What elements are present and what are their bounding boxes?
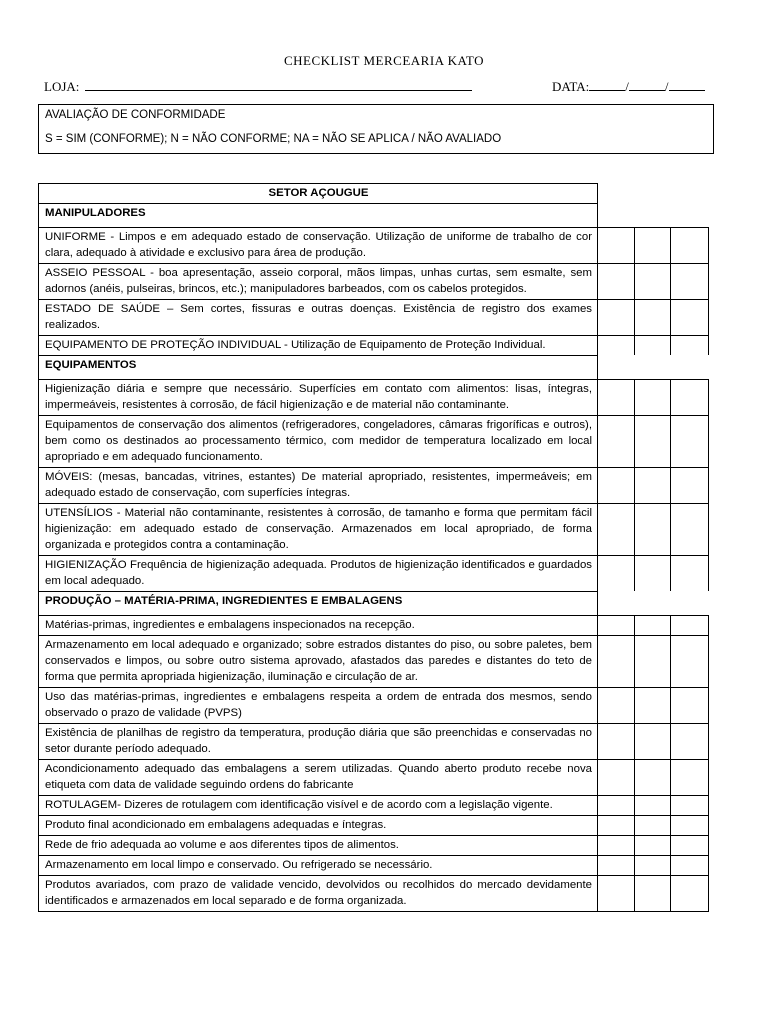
checklist-item [38,227,709,263]
answer-cell-s[interactable] [598,616,635,635]
checklist-item [38,835,709,855]
answer-cell-n[interactable] [635,688,672,723]
checklist-item-text: UNIFORME - Limpos e em adequado estado de conservação. Utilização de uniforme de trabalho de cor clara, adequado à atividade e exclusivo para área de produção. [39,228,598,263]
document-title: CHECKLIST MERCEARIA KATO [283,53,485,68]
checklist-item [38,299,709,335]
checklist-item [38,615,709,635]
answer-cell-s[interactable] [598,264,635,299]
checklist-item [38,795,709,815]
answer-cell-n[interactable] [635,468,672,503]
answer-cell-na[interactable] [671,796,709,815]
date-separator: / [625,79,629,94]
date-label: DATA: [552,79,590,94]
answer-cell-s[interactable] [598,336,635,355]
checklist-item [38,759,709,795]
answer-cell-n[interactable] [635,228,672,263]
answer-cell-na[interactable] [671,416,709,467]
answer-cell-s[interactable] [598,876,635,911]
checklist-item-text: Produtos avariados, com prazo de validade vencido, devolvidos ou recolhidos do mercado devidamente identificados e armazenados em local separado e de forma organizada. [39,876,598,911]
checklist-item [38,379,709,415]
date-year-blank [669,79,705,91]
answer-cell-s[interactable] [598,556,635,591]
answer-cell-na[interactable] [671,836,709,855]
answer-cell-n[interactable] [635,380,672,415]
checklist-item-text: Rede de frio adequada ao volume e aos diferentes tipos de alimentos. [39,836,598,855]
answer-cell-na[interactable] [671,336,709,355]
answer-cell-s[interactable] [598,688,635,723]
answer-cell-n[interactable] [635,876,672,911]
checklist-item [38,855,709,875]
answer-cell-n[interactable] [635,816,672,835]
answer-cell-s[interactable] [598,760,635,795]
checklist-item-text: Armazenamento em local limpo e conservado. Ou refrigerado se necessário. [39,856,598,875]
answer-cell-n[interactable] [635,836,672,855]
answer-cell-na[interactable] [671,616,709,635]
checklist-table [38,183,714,912]
date-month-blank [629,79,665,91]
answer-cell-n[interactable] [635,300,672,335]
conformity-legend-box [38,104,714,154]
date-field [552,79,705,95]
loja-blank-line [85,79,472,91]
checklist-item-text: Armazenamento em local adequado e organizado; sobre estrados distantes do piso, ou sobre paletes, bem conservados e limpos, ou sobre outro sistema aprovado, afastados das paredes e distantes do teto de forma que permita apropriada higienização, iluminação e circulação de ar. [39,636,598,687]
answer-cell-s[interactable] [598,504,635,555]
section-header [38,591,598,615]
answer-cell-na[interactable] [671,556,709,591]
checklist-item-text: ASSEIO PESSOAL - boa apresentação, asseio corporal, mãos limpas, unhas curtas, sem esmalte, sem adornos (anéis, pulseiras, brincos, etc.); manipuladores barbeados, com os cabelos protegidos. [39,264,598,299]
answer-cell-na[interactable] [671,856,709,875]
answer-cell-s[interactable] [598,468,635,503]
answer-cell-na[interactable] [671,228,709,263]
answer-cell-na[interactable] [671,876,709,911]
checklist-item [38,503,709,555]
checklist-item [38,875,709,911]
section-header-text: EQUIPAMENTOS [39,356,598,379]
checklist-item-text: ROTULAGEM- Dizeres de rotulagem com identificação visível e de acordo com a legislação vigente. [39,796,598,815]
answer-cell-na[interactable] [671,264,709,299]
answer-cell-s[interactable] [598,856,635,875]
answer-cell-s[interactable] [598,636,635,687]
checklist-item-text: HIGIENIZAÇÃO Frequência de higienização adequada. Produtos de higienização identificados e guardados em local adequado. [39,556,598,591]
answer-cell-s[interactable] [598,380,635,415]
answer-cell-n[interactable] [635,416,672,467]
checklist-item-text: EQUIPAMENTO DE PROTEÇÃO INDIVIDUAL - Utilização de Equipamento de Proteção Individual. [39,336,598,355]
answer-cell-s[interactable] [598,724,635,759]
table-bottom-border [38,911,709,912]
answer-cell-s[interactable] [598,816,635,835]
checklist-item-text: Higienização diária e sempre que necessário. Superfícies em contato com alimentos: lisas, íntegras, impermeáveis, resistentes à corrosão, de fácil higienização e de material não contaminante. [39,380,598,415]
answer-cell-n[interactable] [635,856,672,875]
checklist-item-text: Uso das matérias-primas, ingredientes e embalagens respeita a ordem de entrada dos mesmos, sendo observado o prazo de validade (PVPS) [39,688,598,723]
answer-cell-na[interactable] [671,724,709,759]
date-day-blank [589,79,625,91]
checklist-item-text: Matérias-primas, ingredientes e embalagens inspecionados na recepção. [39,616,598,635]
section-header [38,355,598,379]
conformity-title: AVALIAÇÃO DE CONFORMIDADE [45,109,226,121]
sector-title-text: SETOR AÇOUGUE [39,184,598,203]
answer-cell-n[interactable] [635,504,672,555]
section-header [38,203,598,227]
section-header-text: PRODUÇÃO – MATÉRIA-PRIMA, INGREDIENTES E EMBALAGENS [39,592,598,615]
answer-cell-n[interactable] [635,724,672,759]
checklist-item-text: MÓVEIS: (mesas, bancadas, vitrines, estantes) De material apropriado, resistentes, impermeáveis; em adequado estado de conservação, com superfícies íntegras. [39,468,598,503]
answer-cell-na[interactable] [671,688,709,723]
checklist-item [38,555,709,591]
checklist-item-text: UTENSÍLIOS - Material não contaminante, resistentes à corrosão, de tamanho e forma que permitam fácil higienização: em adequado estado de conservação. Armazenados em local apropriado, de forma organizada e protegidos contra a contaminação. [39,504,598,555]
loja-label: LOJA: [44,79,80,94]
answer-cell-na[interactable] [671,760,709,795]
answer-cell-n[interactable] [635,616,672,635]
answer-cell-s[interactable] [598,836,635,855]
answer-cell-na[interactable] [671,816,709,835]
checklist-item [38,415,709,467]
answer-cell-n[interactable] [635,636,672,687]
answer-cell-na[interactable] [671,380,709,415]
answer-cell-na[interactable] [671,504,709,555]
checklist-item-text: Produto final acondicionado em embalagens adequadas e íntegras. [39,816,598,835]
checklist-item [38,263,709,299]
sector-title [38,183,598,203]
checklist-item [38,687,709,723]
checklist-item [38,335,709,355]
conformity-legend: S = SIM (CONFORME); N = NÃO CONFORME; NA = NÃO SE APLICA / NÃO AVALIADO [45,133,502,145]
checklist-item [38,815,709,835]
answer-cell-n[interactable] [635,796,672,815]
checklist-item-text: Equipamentos de conservação dos alimentos (refrigeradores, congeladores, câmaras frigoríficas e outros), bem como os destinados ao processamento térmico, com medidor de temperatura localizado em local apropriado e em adequado funcionamento. [39,416,598,467]
answer-cell-n[interactable] [635,760,672,795]
checklist-item [38,723,709,759]
answer-cell-n[interactable] [635,556,672,591]
answer-cell-na[interactable] [671,468,709,503]
answer-cell-n[interactable] [635,264,672,299]
checklist-item-text: Acondicionamento adequado das embalagens a serem utilizadas. Quando aberto produto recebe nova etiqueta com data de validade seguindo ordens do fabricante [39,760,598,795]
answer-cell-na[interactable] [671,300,709,335]
answer-cell-n[interactable] [635,336,672,355]
checklist-item [38,467,709,503]
answer-cell-na[interactable] [671,636,709,687]
answer-cell-s[interactable] [598,796,635,815]
checklist-item-text: ESTADO DE SAÚDE – Sem cortes, fissuras e outras doenças. Existência de registro dos exames realizados. [39,300,598,335]
section-header-text: MANIPULADORES [39,204,598,227]
checklist-item [38,635,709,687]
checklist-item-text: Existência de planilhas de registro da temperatura, produção diária que são preenchidas e conservadas no setor durante período adequado. [39,724,598,759]
answer-cell-s[interactable] [598,228,635,263]
answer-cell-s[interactable] [598,416,635,467]
date-separator: / [664,79,669,94]
loja-field [44,79,472,95]
answer-cell-s[interactable] [598,300,635,335]
